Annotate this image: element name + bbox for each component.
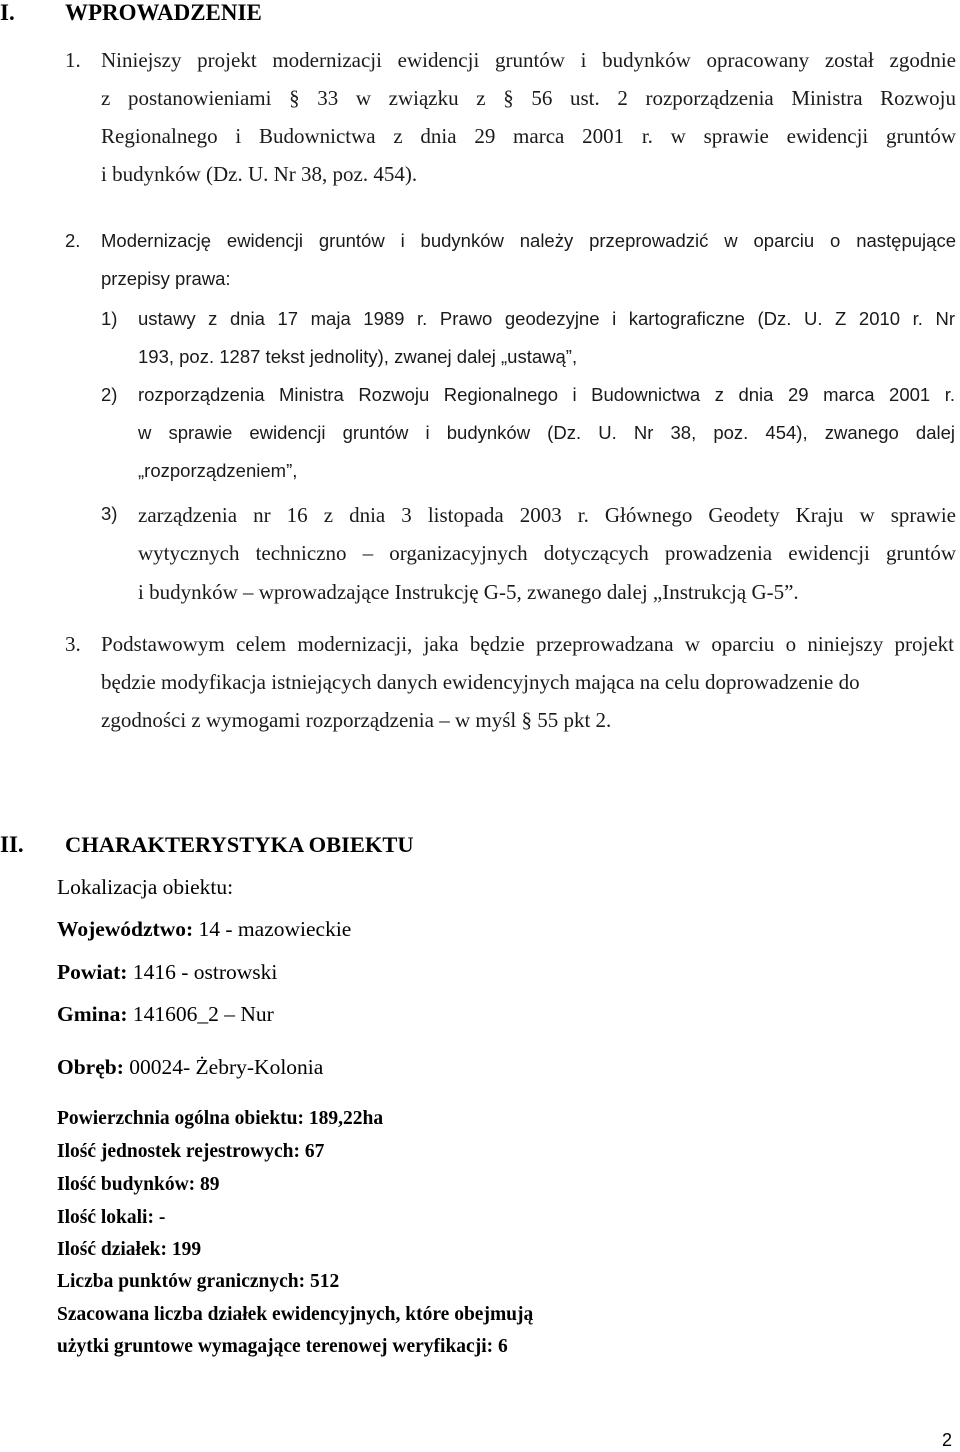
item-3-line-3: zgodności z wymogami rozporządzenia – w myśl § 55 pkt 2. — [101, 708, 612, 732]
item-1-line-2: z postanowieniami § 33 w związku z § 56 ust. 2 rozporządzenia Ministra Rozwoju — [101, 86, 956, 110]
item-3-line-2: będzie modyfikacja istniejących danych ewidencyjnych mająca na celu doprowadzenie do — [101, 670, 860, 694]
field-powiat — [57, 960, 277, 985]
field-label: Powiat: — [57, 960, 128, 984]
subitem-3-number: 3) — [101, 503, 118, 524]
item-1-line-3: Regionalnego i Budownictwa z dnia 29 marca 2001 r. w sprawie ewidencji gruntów — [101, 124, 956, 148]
subitem-1-line-1: ustawy z dnia 17 maja 1989 r. Prawo geodezyjne i kartograficzne (Dz. U. Z 2010 r. Nr — [138, 308, 955, 329]
field-obreb — [57, 1055, 323, 1080]
field-value: 1416 - ostrowski — [127, 960, 278, 984]
stat-estimated-parcels-line-2: użytki gruntowe wymagające terenowej weryfikacji: 6 — [57, 1336, 508, 1357]
subitem-3-line-1: zarządzenia nr 16 z dnia 3 listopada 2003 r. Głównego Geodety Kraju w sprawie — [138, 503, 956, 527]
field-value: 14 - mazowieckie — [193, 917, 352, 941]
stat-parcels: Ilość działek: 199 — [57, 1239, 202, 1260]
section-2-title: CHARAKTERYSTYKA OBIEKTU — [65, 832, 414, 857]
section-2-number: II. — [0, 832, 24, 857]
field-label: Gmina: — [57, 1002, 128, 1026]
item-1-number: 1. — [65, 48, 81, 72]
stat-registry-units: Ilość jednostek rejestrowych: 67 — [57, 1141, 325, 1162]
subitem-3-line-3: i budynków – wprowadzające Instrukcję G-5, zwanego dalej „Instrukcją G-5”. — [138, 580, 799, 604]
subitem-2-number: 2) — [101, 384, 118, 405]
field-label: Województwo: — [57, 917, 194, 941]
field-label: Obręb: — [57, 1055, 124, 1079]
section-1-number: I. — [0, 0, 15, 25]
item-3-number: 3. — [65, 632, 81, 656]
stat-boundary-points: Liczba punktów granicznych: 512 — [57, 1271, 340, 1292]
stat-buildings: Ilość budynków: 89 — [57, 1174, 220, 1195]
item-3-line-1: Podstawowym celem modernizacji, jaka będzie przeprowadzana w oparciu o niniejszy projekt — [101, 632, 954, 656]
field-value: 00024- Żebry-Kolonia — [123, 1055, 324, 1079]
section-1-title: WPROWADZENIE — [65, 0, 262, 25]
field-wojewodztwo — [57, 917, 351, 942]
page-number: 2 — [942, 1430, 953, 1450]
subitem-2-line-2: w sprawie ewidencji gruntów i budynków (Dz. U. Nr 38, poz. 454), zwanego dalej — [138, 422, 955, 443]
item-1-line-4: i budynków (Dz. U. Nr 38, poz. 454). — [101, 162, 418, 186]
item-2-line-1: Modernizację ewidencji gruntów i budynków należy przeprowadzić w oparciu o następujące — [101, 230, 956, 251]
stat-units: Ilość lokali: - — [57, 1207, 166, 1228]
subitem-1-line-2: 193, poz. 1287 tekst jednolity), zwanej dalej „ustawą”, — [138, 346, 578, 367]
item-1-line-1: Niniejszy projekt modernizacji ewidencji gruntów i budynków opracowany został zgodnie — [101, 48, 956, 72]
field-gmina — [57, 1002, 274, 1027]
subitem-2-line-1: rozporządzenia Ministra Rozwoju Regionalnego i Budownictwa z dnia 29 marca 2001 r. — [138, 384, 955, 405]
stat-area: Powierzchnia ogólna obiektu: 189,22ha — [57, 1108, 384, 1129]
item-2-number: 2. — [65, 230, 81, 251]
item-2-line-2: przepisy prawa: — [101, 268, 231, 289]
subitem-3-line-2: wytycznych techniczno – organizacyjnych dotyczących prowadzenia ewidencji gruntów — [138, 541, 956, 565]
subitem-1-number: 1) — [101, 308, 118, 329]
stat-estimated-parcels-line-1: Szacowana liczba działek ewidencyjnych, które obejmują — [57, 1304, 534, 1325]
location-label: Lokalizacja obiektu: — [57, 875, 234, 899]
subitem-2-line-3: „rozporządzeniem”, — [138, 460, 298, 481]
field-value: 141606_2 – Nur — [127, 1002, 274, 1026]
